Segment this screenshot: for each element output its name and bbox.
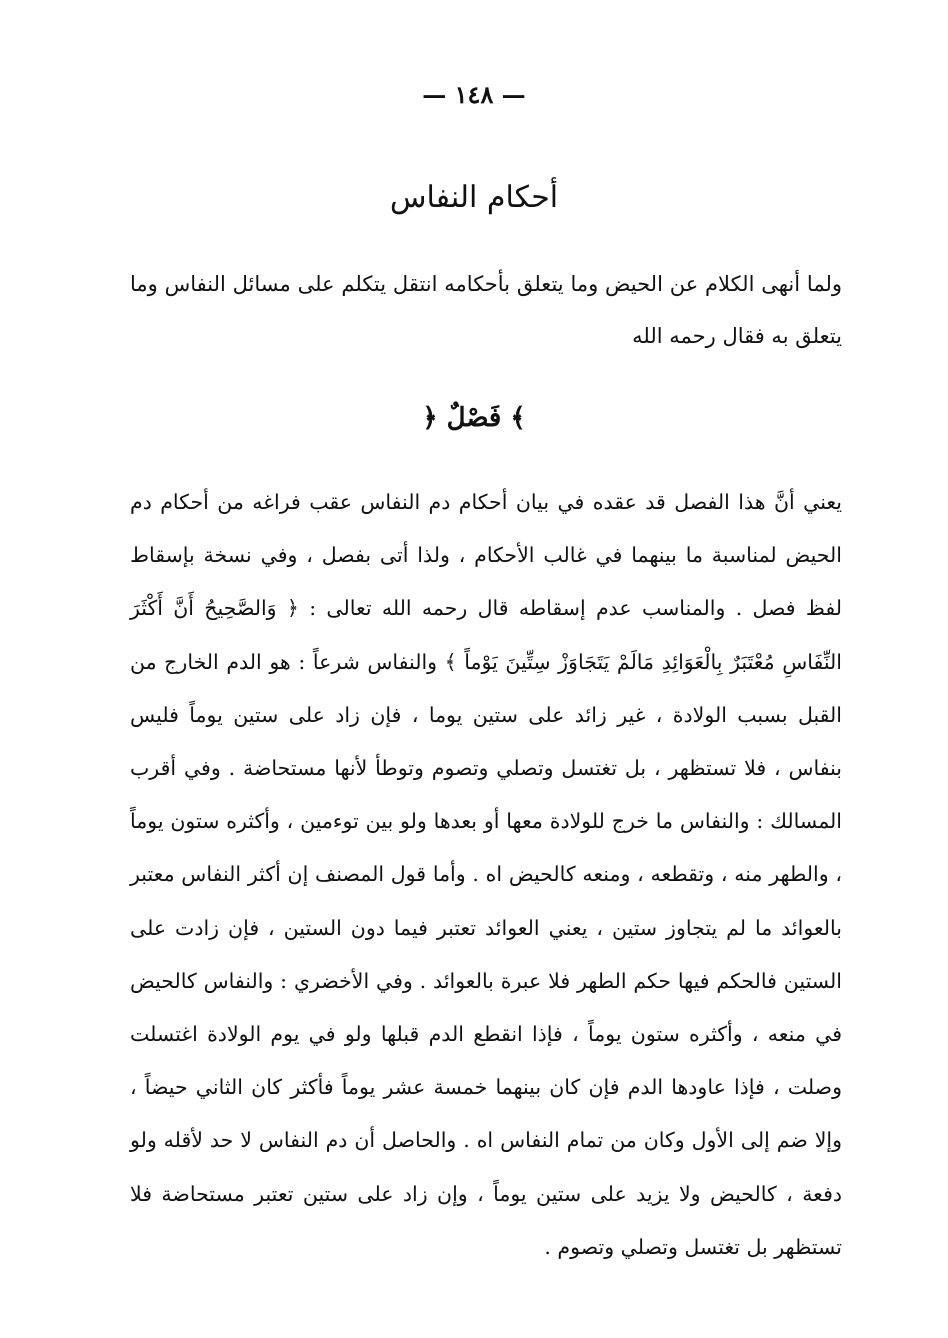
chapter-title: أحكام النفاس	[389, 180, 559, 215]
page-number: — ١٤٨ —	[422, 80, 526, 109]
intro-paragraph: ولما أنهى الكلام عن الحيض وما يتعلق بأحكامه انتقل يتكلم على مسائل النفاس وما يتعلق به فقال رحمه الله	[130, 272, 842, 348]
section-heading: ﴿ فَصْلٌ ﴾	[422, 403, 526, 433]
body-paragraph-text: يعني أنَّ هذا الفصل قد عقده في بيان أحكام دم النفاس عقب فراغه من أحكام دم الحيض لمناسبة ما بينهما في غالب الأحكام ، ولذا أتى بفصل ، وفي نسخة بإسقاط لفظ فصل . والمناسب عدم إسقاطه قال رحمه الله تعالى : ﴿ وَالصَّحِيحُ أَنَّ أَكْثَرَ النِّفَاسِ مُعْتَبَرٌ بِالْعَوَائِدِ مَالَمْ يَتَجَاوَزْ سِتِّينَ يَوْماً ﴾ والنفاس شرعاً : هو الدم الخارج من القبل بسبب الولادة ، غير زائد على ستين يوما ، فإن زاد على ستين يوماً فليس بنفاس ، فلا تستظهر ، بل تغتسل وتصلي وتصوم وتوطأ لأنها مستحاضة . وفي أقرب المسالك : والنفاس ما خرج للولادة معها أو بعدها ولو بين توءمين ، وأكثره ستون يوماً ، والطهر منه ، وتقطعه ، ومنعه كالحيض اه . وأما قول المصنف إن أكثر النفاس معتبر بالعوائد ما لم يتجاوز ستين ، يعني العوائد تعتبر فيما دون الستين ، فإن زادت على الستين فالحكم فيها حكم الطهر فلا عبرة بالعوائد . وفي الأخضري : والنفاس كالحيض في منعه ، وأكثره ستون يوماً ، فإذا انقطع الدم قبلها ولو في يوم الولادة اغتسلت وصلت ، فإذا عاودها الدم فإن كان بينهما خمسة عشر يوماً فأكثر كان الثاني حيضاً ، وإلا ضم إلى الأول وكان من تمام النفاس اه . والحاصل أن دم النفاس لا حد لأقله ولو دفعة ، كالحيض ولا يزيد على ستين يوماً ، وإن زاد على ستين تعتبر مستحاضة فلا تستظهر بل تغتسل وتصلي وتصوم .	[130, 490, 842, 1259]
body-paragraph	[130, 476, 842, 1274]
